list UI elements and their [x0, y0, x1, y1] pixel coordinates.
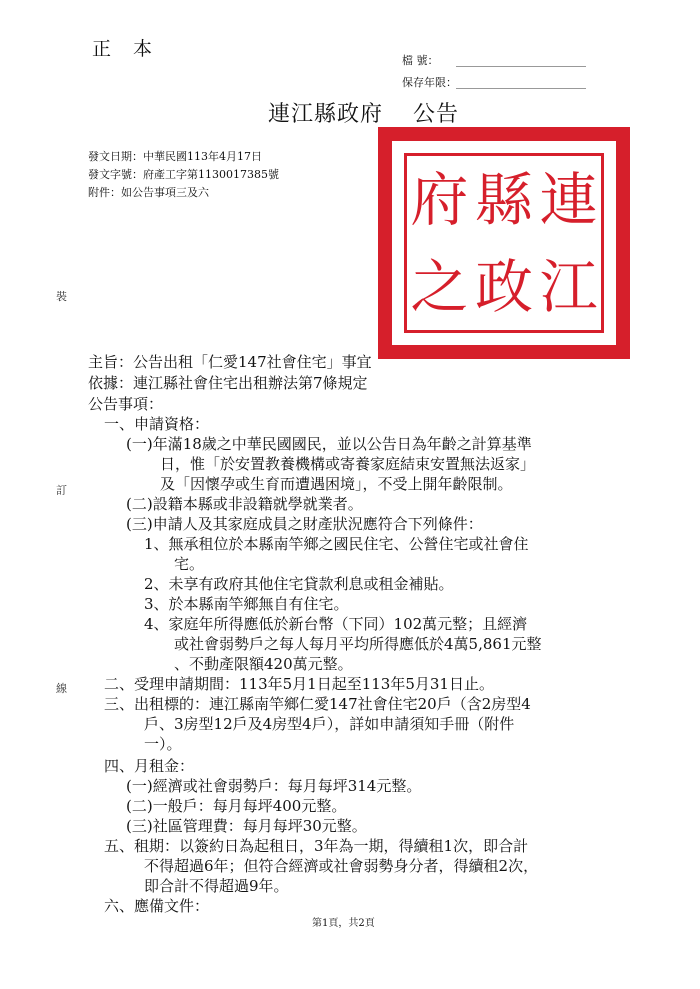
condition-2: 2、未享有政府其他住宅貸款利息或租金補貼。	[144, 575, 454, 593]
binding-mark-bind: 裝	[56, 290, 67, 303]
item-1-1-line-2: 日，惟「於安置教養機構或寄養家庭結束安置無法返家」	[160, 455, 536, 473]
management-fee: (三)社區管理費：每月每坪30元整。	[126, 817, 367, 835]
item-1-3: (三)申請人及其家庭成員之財產狀況應符合下列條件：	[126, 515, 483, 533]
document-number: 發文字號：府產工字第1130017385號	[88, 168, 279, 181]
condition-1-line-2: 宅。	[174, 555, 205, 573]
attachment-note: 附件：如公告事項三及六	[88, 186, 209, 199]
section-3-line-2: 戶、3房型12戶及4房型4戶），詳如申請須知手冊（附件	[144, 715, 515, 733]
seal-char: 連	[539, 165, 598, 234]
retention-period-label: 保存年限：	[402, 76, 457, 89]
seal-char: 縣	[474, 165, 533, 234]
announcement-items-heading: 公告事項：	[88, 395, 164, 413]
section-6-heading: 六、應備文件：	[104, 897, 210, 915]
retention-period-line	[456, 88, 586, 89]
seal-char: 政	[474, 252, 533, 321]
item-1-1-line-3: 及「因懷孕或生育而遭遇困境」，不受上開年齡限制。	[160, 475, 513, 493]
condition-1-line-1: 1、無承租位於本縣南竿鄉之國民住宅、公營住宅或社會住	[144, 535, 529, 553]
document-title	[268, 97, 459, 128]
section-3-line-3: 一）。	[144, 735, 182, 753]
section-1-heading: 一、申請資格：	[104, 415, 210, 433]
condition-4-line-1: 4、家庭年所得應低於新台幣（下同）102萬元整；且經濟	[144, 615, 528, 633]
item-1-1-line-1: (一)年滿18歲之中華民國國民，並以公告日為年齡之計算基準	[126, 435, 532, 453]
archive-number-line	[456, 66, 586, 67]
rent-general: (二)一般戶：每月每坪400元整。	[126, 797, 347, 815]
condition-3: 3、於本縣南竿鄉無自有住宅。	[144, 595, 349, 613]
seal-char: 之	[410, 252, 469, 321]
section-3-line-1: 三、出租標的：連江縣南竿鄉仁愛147社會住宅20戶（含2房型4	[104, 695, 531, 713]
issuing-organization: 連江縣政府	[268, 102, 384, 127]
basis-line: 依據：連江縣社會住宅出租辦法第7條規定	[88, 374, 368, 392]
section-5-line-2: 不得超過6年；但符合經濟或社會弱勢身分者，得續租2次，	[144, 857, 539, 875]
section-4-heading: 四、月租金：	[104, 757, 195, 775]
condition-4-line-2: 或社會弱勢戶之每人每月平均所得應低於4萬5,861元整	[174, 635, 542, 653]
item-1-2: (二)設籍本縣或非設籍就學就業者。	[126, 495, 363, 513]
section-5-line-3: 即合計不得超過9年。	[144, 877, 289, 895]
issue-date: 發文日期：中華民國113年4月17日	[88, 150, 262, 163]
seal-char: 江	[539, 252, 598, 321]
condition-4-line-3: 、不動產限額420萬元整。	[174, 655, 353, 673]
section-2-application-period: 二、受理申請期間：113年5月1日起至113年5月31日止。	[104, 675, 494, 693]
subject-line: 主旨：公告出租「仁愛147社會住宅」事宜	[88, 353, 372, 371]
seal-char: 府	[410, 165, 469, 234]
rent-disadvantaged: (一)經濟或社會弱勢戶：每月每坪314元整。	[126, 777, 422, 795]
archive-number-label: 檔 號：	[402, 54, 439, 67]
section-5-line-1: 五、租期：以簽約日為起租日，3年為一期，得續租1次，即合計	[104, 837, 529, 855]
official-seal	[378, 127, 630, 359]
original-copy-label: 正 本	[92, 38, 161, 60]
binding-mark-line: 線	[56, 682, 67, 695]
seal-characters	[404, 153, 604, 333]
document-type: 公告	[413, 102, 460, 127]
binding-mark-staple: 訂	[56, 484, 67, 497]
page-number: 第1頁，共2頁	[312, 918, 375, 929]
